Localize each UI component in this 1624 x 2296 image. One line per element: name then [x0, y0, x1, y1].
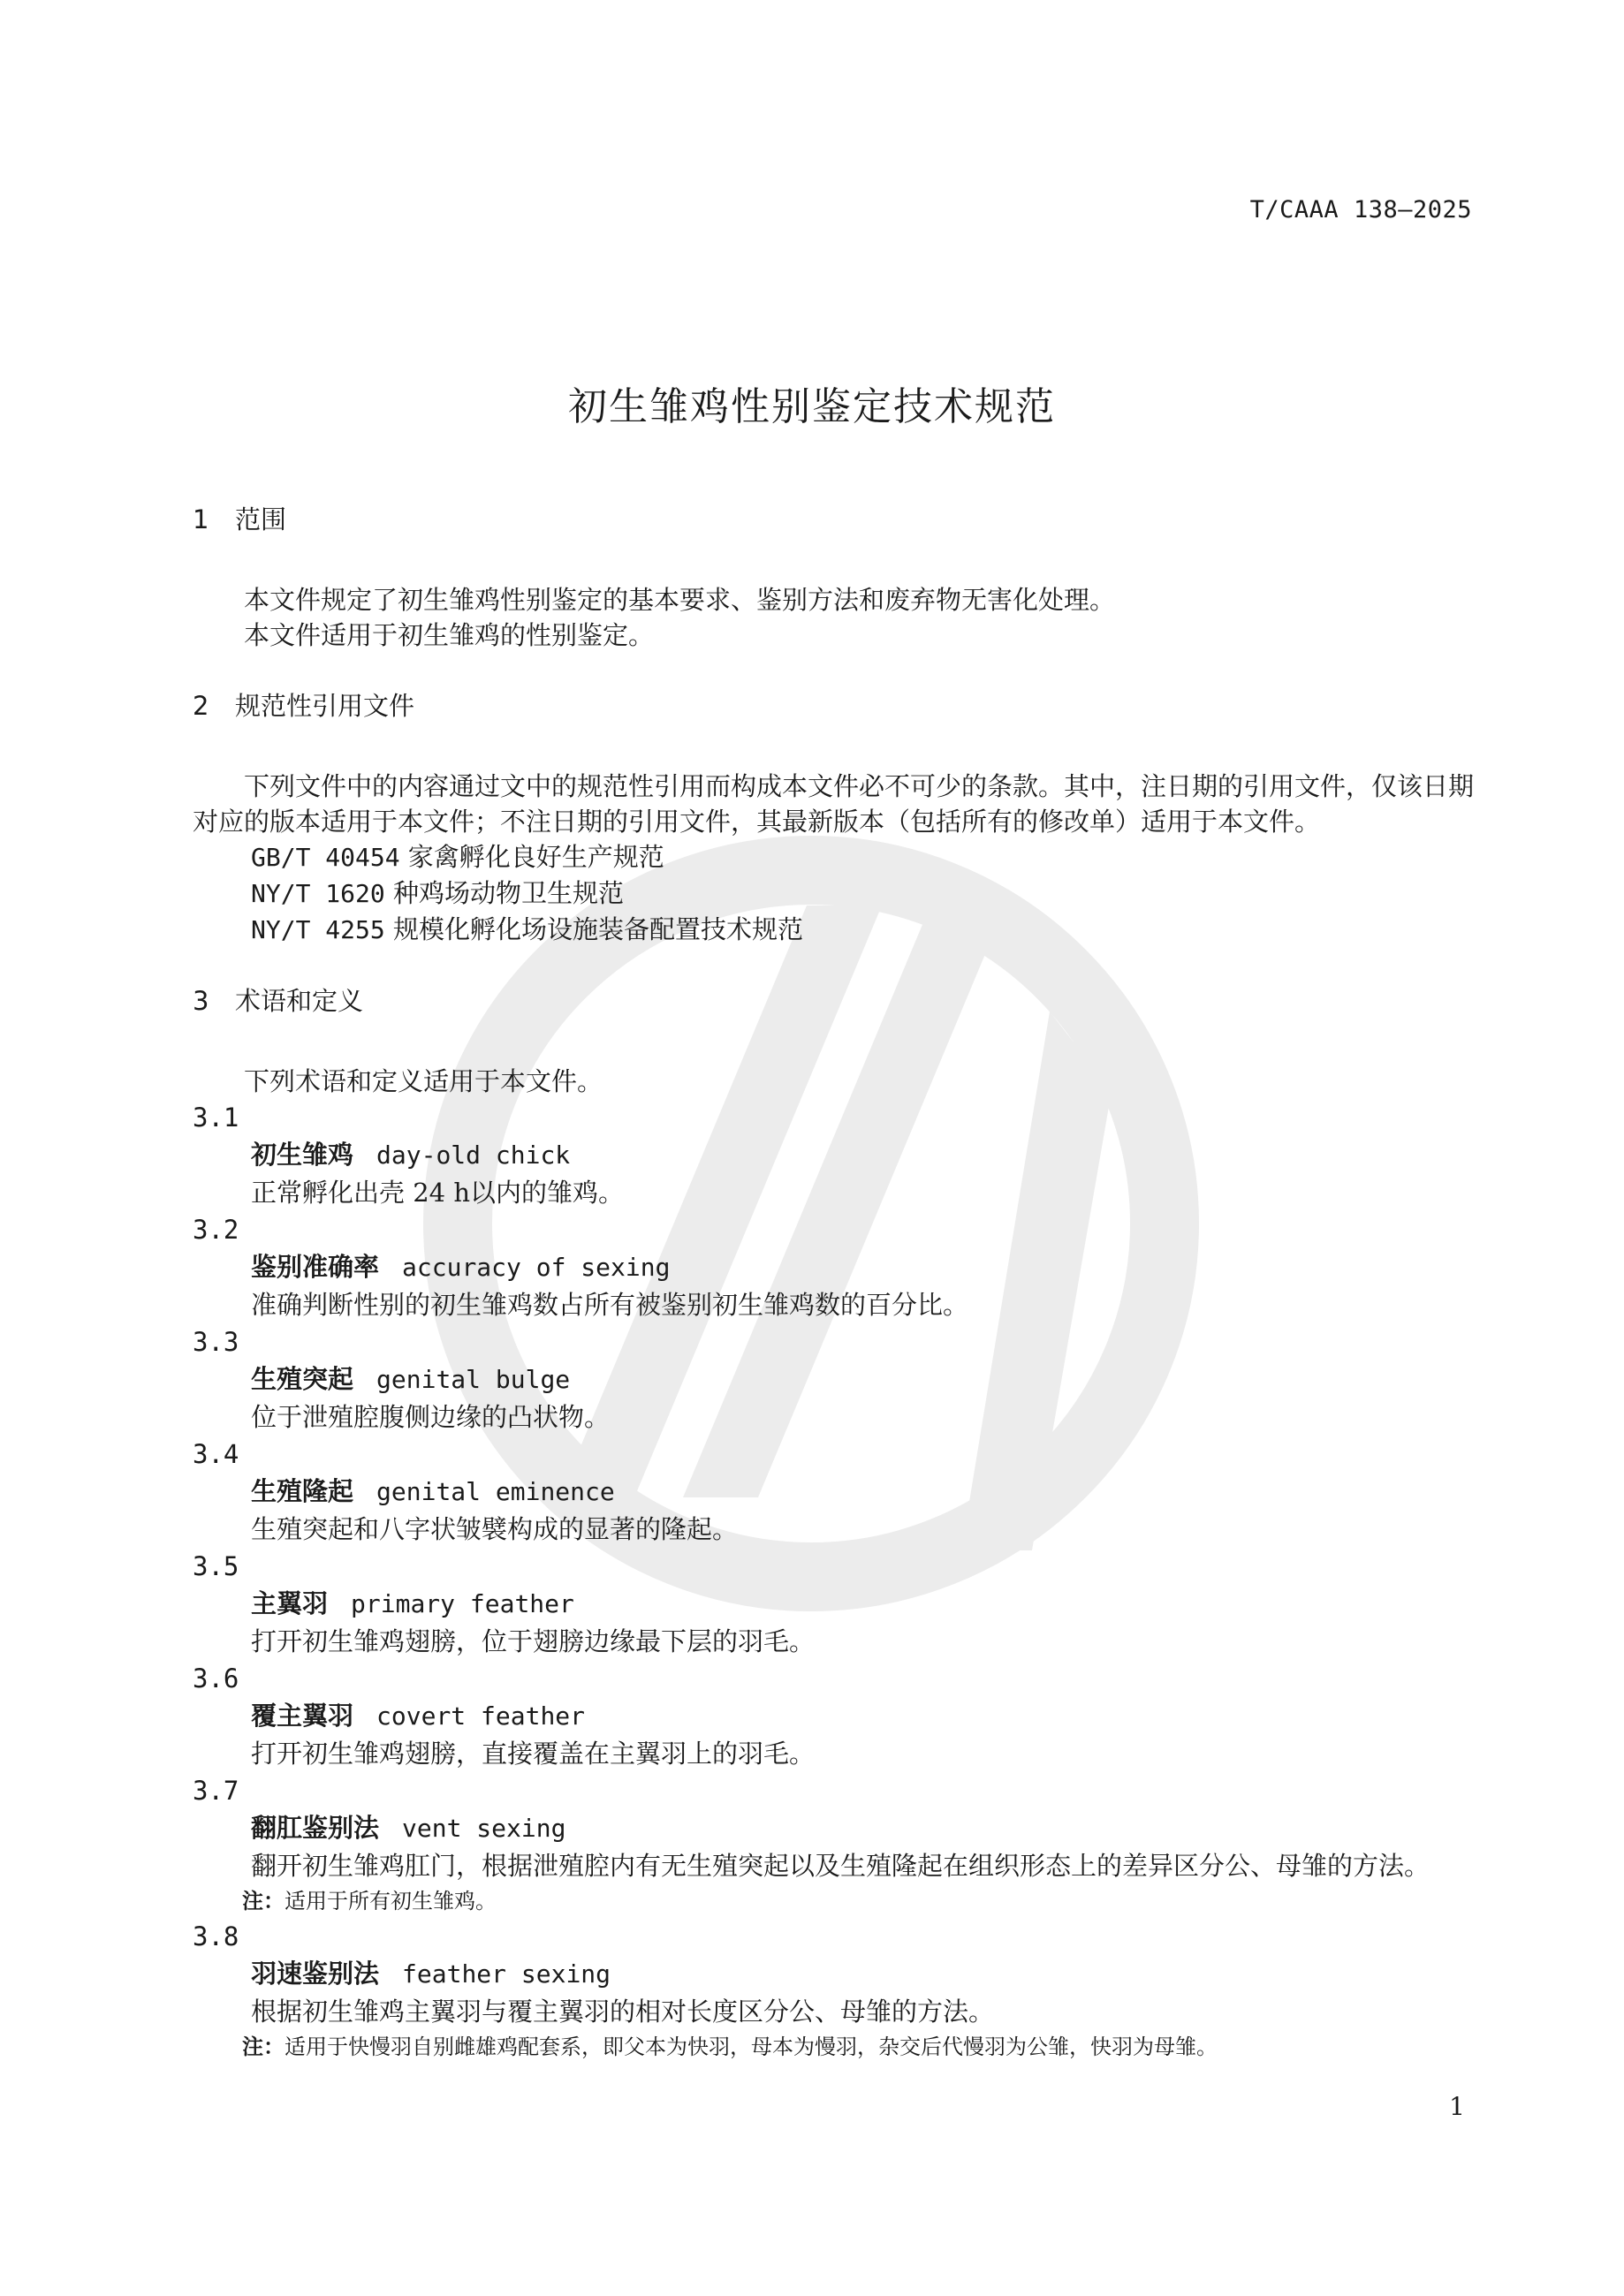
term-entry: [193, 1548, 1474, 1660]
term-chinese: 初生雏鸡: [251, 1140, 354, 1170]
term-entry: [193, 1660, 1474, 1772]
term-number: 3.3: [193, 1327, 239, 1357]
document-title: 初生雏鸡性别鉴定技术规范: [568, 384, 1056, 429]
note-label: 注：: [242, 2035, 285, 2059]
section-heading-terms: [193, 981, 1474, 1018]
term-entry: [193, 1436, 1474, 1548]
term-chinese: 覆主翼羽: [251, 1701, 354, 1731]
term-chinese: 翻肛鉴别法: [251, 1813, 380, 1843]
term-chinese: 生殖突起: [251, 1364, 354, 1394]
term-number: 3.7: [193, 1776, 239, 1806]
reference-code: GB/T 40454: [251, 843, 400, 872]
term-definition: 打开初生雏鸡翅膀，直接覆盖在主翼羽上的羽毛。: [251, 1739, 816, 1769]
term-chinese: 生殖隆起: [251, 1476, 354, 1506]
scope-paragraph: 本文件规定了初生雏鸡性别鉴定的基本要求、鉴别方法和废弃物无害化处理。: [244, 585, 1116, 615]
term-name: [193, 1360, 1474, 1398]
reference-name: 家禽孵化良好生产规范: [407, 842, 664, 872]
reference-item: [193, 875, 1474, 912]
document-body: [193, 500, 1474, 2064]
term-entry: [193, 1211, 1474, 1323]
term-english: genital bulge: [376, 1365, 571, 1394]
term-english: genital eminence: [376, 1477, 615, 1506]
term-number: 3.1: [193, 1103, 239, 1133]
reference-name: 规模化孵化场设施装备配置技术规范: [392, 914, 803, 944]
term-number: 3.8: [193, 1921, 239, 1951]
term-chinese: 鉴别准确率: [251, 1252, 380, 1282]
term-name: [193, 1136, 1474, 1174]
term-name: [193, 1248, 1474, 1286]
term-definition: 生殖突起和八字状皱襞构成的显著的隆起。: [251, 1514, 739, 1544]
reference-code: NY/T 1620: [251, 879, 385, 908]
section-heading-normative-references: [193, 686, 1474, 723]
term-definition: 准确判断性别的初生雏鸡数占所有被鉴别初生雏鸡数的百分比。: [251, 1290, 969, 1320]
term-name: [193, 1955, 1474, 1993]
note-label: 注：: [242, 1889, 285, 1913]
term-english: day-old chick: [376, 1140, 571, 1170]
term-name: [193, 1697, 1474, 1735]
reference-item: [193, 912, 1474, 948]
term-entry: [193, 1099, 1474, 1211]
section-number: 3: [193, 986, 209, 1016]
section-title: 规范性引用文件: [235, 691, 415, 721]
term-definition: 打开初生雏鸡翅膀，位于翅膀边缘最下层的羽毛。: [251, 1626, 816, 1656]
reference-code: NY/T 4255: [251, 915, 385, 944]
term-english: feather sexing: [402, 1959, 611, 1989]
section-heading-scope: [193, 500, 1474, 536]
term-number: 3.5: [193, 1551, 239, 1581]
section-title: 范围: [235, 504, 287, 534]
note-text: 适用于快慢羽自别雌雄鸡配套系，即父本为快羽，母本为慢羽，杂交后代慢羽为公雏，快羽为母雏。: [285, 2035, 1218, 2059]
scope-paragraph: 本文件适用于初生雏鸡的性别鉴定。: [244, 620, 655, 650]
term-definition: 根据初生雏鸡主翼羽与覆主翼羽的相对长度区分公、母雏的方法。: [251, 1997, 995, 2027]
term-english: vent sexing: [402, 1814, 566, 1843]
term-name: [193, 1809, 1474, 1847]
term-definition: 正常孵化出壳 24 h以内的雏鸡。: [251, 1178, 625, 1208]
terms-intro: 下列术语和定义适用于本文件。: [244, 1066, 603, 1096]
note-text: 适用于所有初生雏鸡。: [285, 1889, 497, 1913]
term-chinese: 主翼羽: [251, 1588, 329, 1618]
term-name: [193, 1585, 1474, 1623]
term-note: [193, 2030, 1474, 2064]
reference-item: [193, 839, 1474, 875]
document-code: T/CAAA 138—2025: [1249, 196, 1472, 224]
term-number: 3.2: [193, 1215, 239, 1245]
references-intro: 下列文件中的内容通过文中的规范性引用而构成本文件必不可少的条款。其中，注日期的引用文件，仅该日期对应的版本适用于本文件；不注日期的引用文件，其最新版本（包括所有的修改单）适用于本文件。: [193, 771, 1475, 837]
term-english: primary feather: [351, 1589, 574, 1618]
term-name: [193, 1473, 1474, 1511]
reference-name: 种鸡场动物卫生规范: [392, 878, 624, 908]
term-number: 3.4: [193, 1439, 239, 1469]
term-number: 3.6: [193, 1663, 239, 1694]
term-definition: 位于泄殖腔腹侧边缘的凸状物。: [251, 1402, 611, 1432]
page-number: 1: [1449, 2092, 1465, 2121]
section-number: 1: [193, 504, 209, 534]
term-english: covert feather: [376, 1701, 586, 1731]
term-chinese: 羽速鉴别法: [251, 1959, 380, 1989]
term-entry: [193, 1772, 1474, 1918]
term-entry: [193, 1918, 1474, 2064]
term-entry: [193, 1323, 1474, 1436]
section-number: 2: [193, 691, 209, 721]
section-title: 术语和定义: [235, 986, 364, 1016]
term-english: accuracy of sexing: [402, 1253, 671, 1282]
term-note: [193, 1884, 1474, 1918]
term-definition: 翻开初生雏鸡肛门，根据泄殖腔内有无生殖突起以及生殖隆起在组织形态上的差异区分公、母雏的方法。: [251, 1851, 1430, 1881]
